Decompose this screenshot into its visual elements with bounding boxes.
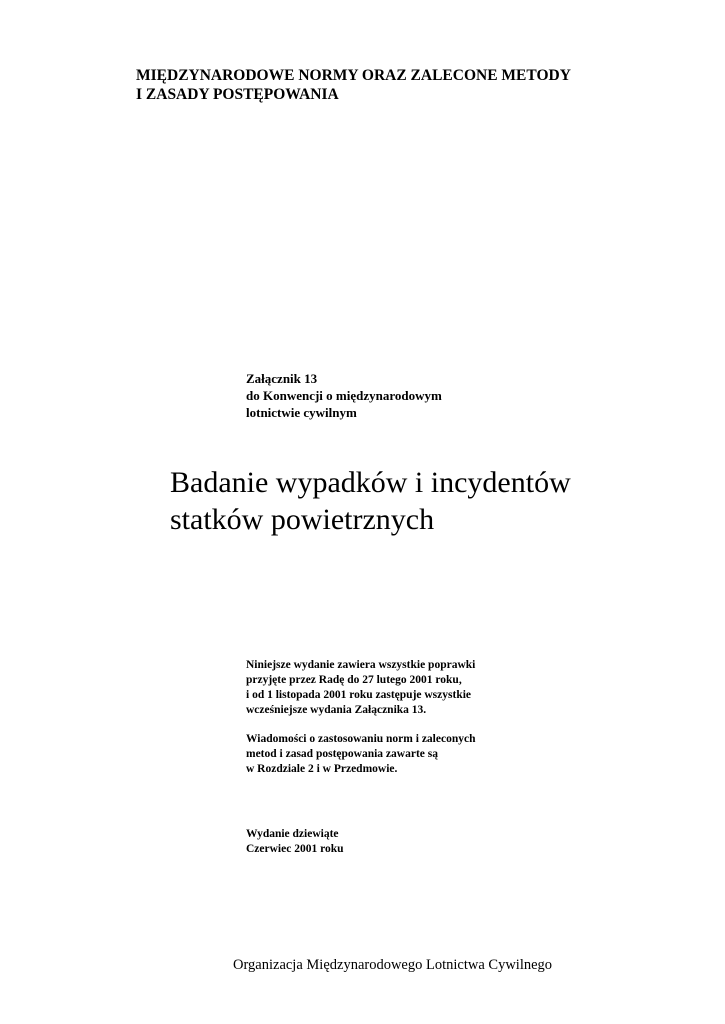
edition-line-2: Czerwiec 2001 roku [246, 843, 344, 855]
notes-p2-line-3: w Rozdziale 2 i w Przedmowie. [246, 763, 398, 775]
notes-p2-line-2: metod i zasad postępowania zawarte są [246, 748, 438, 760]
edition-notes [246, 658, 686, 791]
notes-paragraph-2 [246, 732, 686, 777]
notes-p2-line-1: Wiadomości o zastosowaniu norm i zaleconych [246, 733, 476, 745]
notes-p1-line-2: przyjęte przez Radę do 27 lutego 2001 roku, [246, 674, 462, 686]
annex-line-2: do Konwencji o międzynarodowym [246, 388, 442, 403]
notes-p1-line-3: i od 1 listopada 2001 roku zastępuje wszystkie [246, 689, 472, 701]
annex-line-3: lotnictwie cywilnym [246, 405, 357, 420]
publisher-name: Organizacja Międzynarodowego Lotnictwa Cywilnego [233, 957, 553, 973]
annex-line-1: Załącznik 13 [246, 371, 318, 386]
header-line-1: MIĘDZYNARODOWE NORMY ORAZ ZALECONE METODY [136, 67, 571, 84]
notes-paragraph-1 [246, 658, 686, 718]
header-line-2: I ZASADY POSTĘPOWANIA [136, 86, 339, 103]
page-title [170, 464, 710, 538]
notes-p1-line-1: Niniejsze wydanie zawiera wszystkie poprawki [246, 659, 476, 671]
document-header [136, 66, 696, 104]
title-line-1: Badanie wypadków i incydentów [170, 466, 571, 499]
edition-line-1: Wydanie dziewiąte [246, 828, 339, 840]
notes-p1-line-4: wcześniejsze wydania Załącznika 13. [246, 704, 427, 716]
edition-info [246, 827, 546, 857]
annex-info [246, 370, 666, 421]
title-line-2: statków powietrznych [170, 503, 435, 536]
